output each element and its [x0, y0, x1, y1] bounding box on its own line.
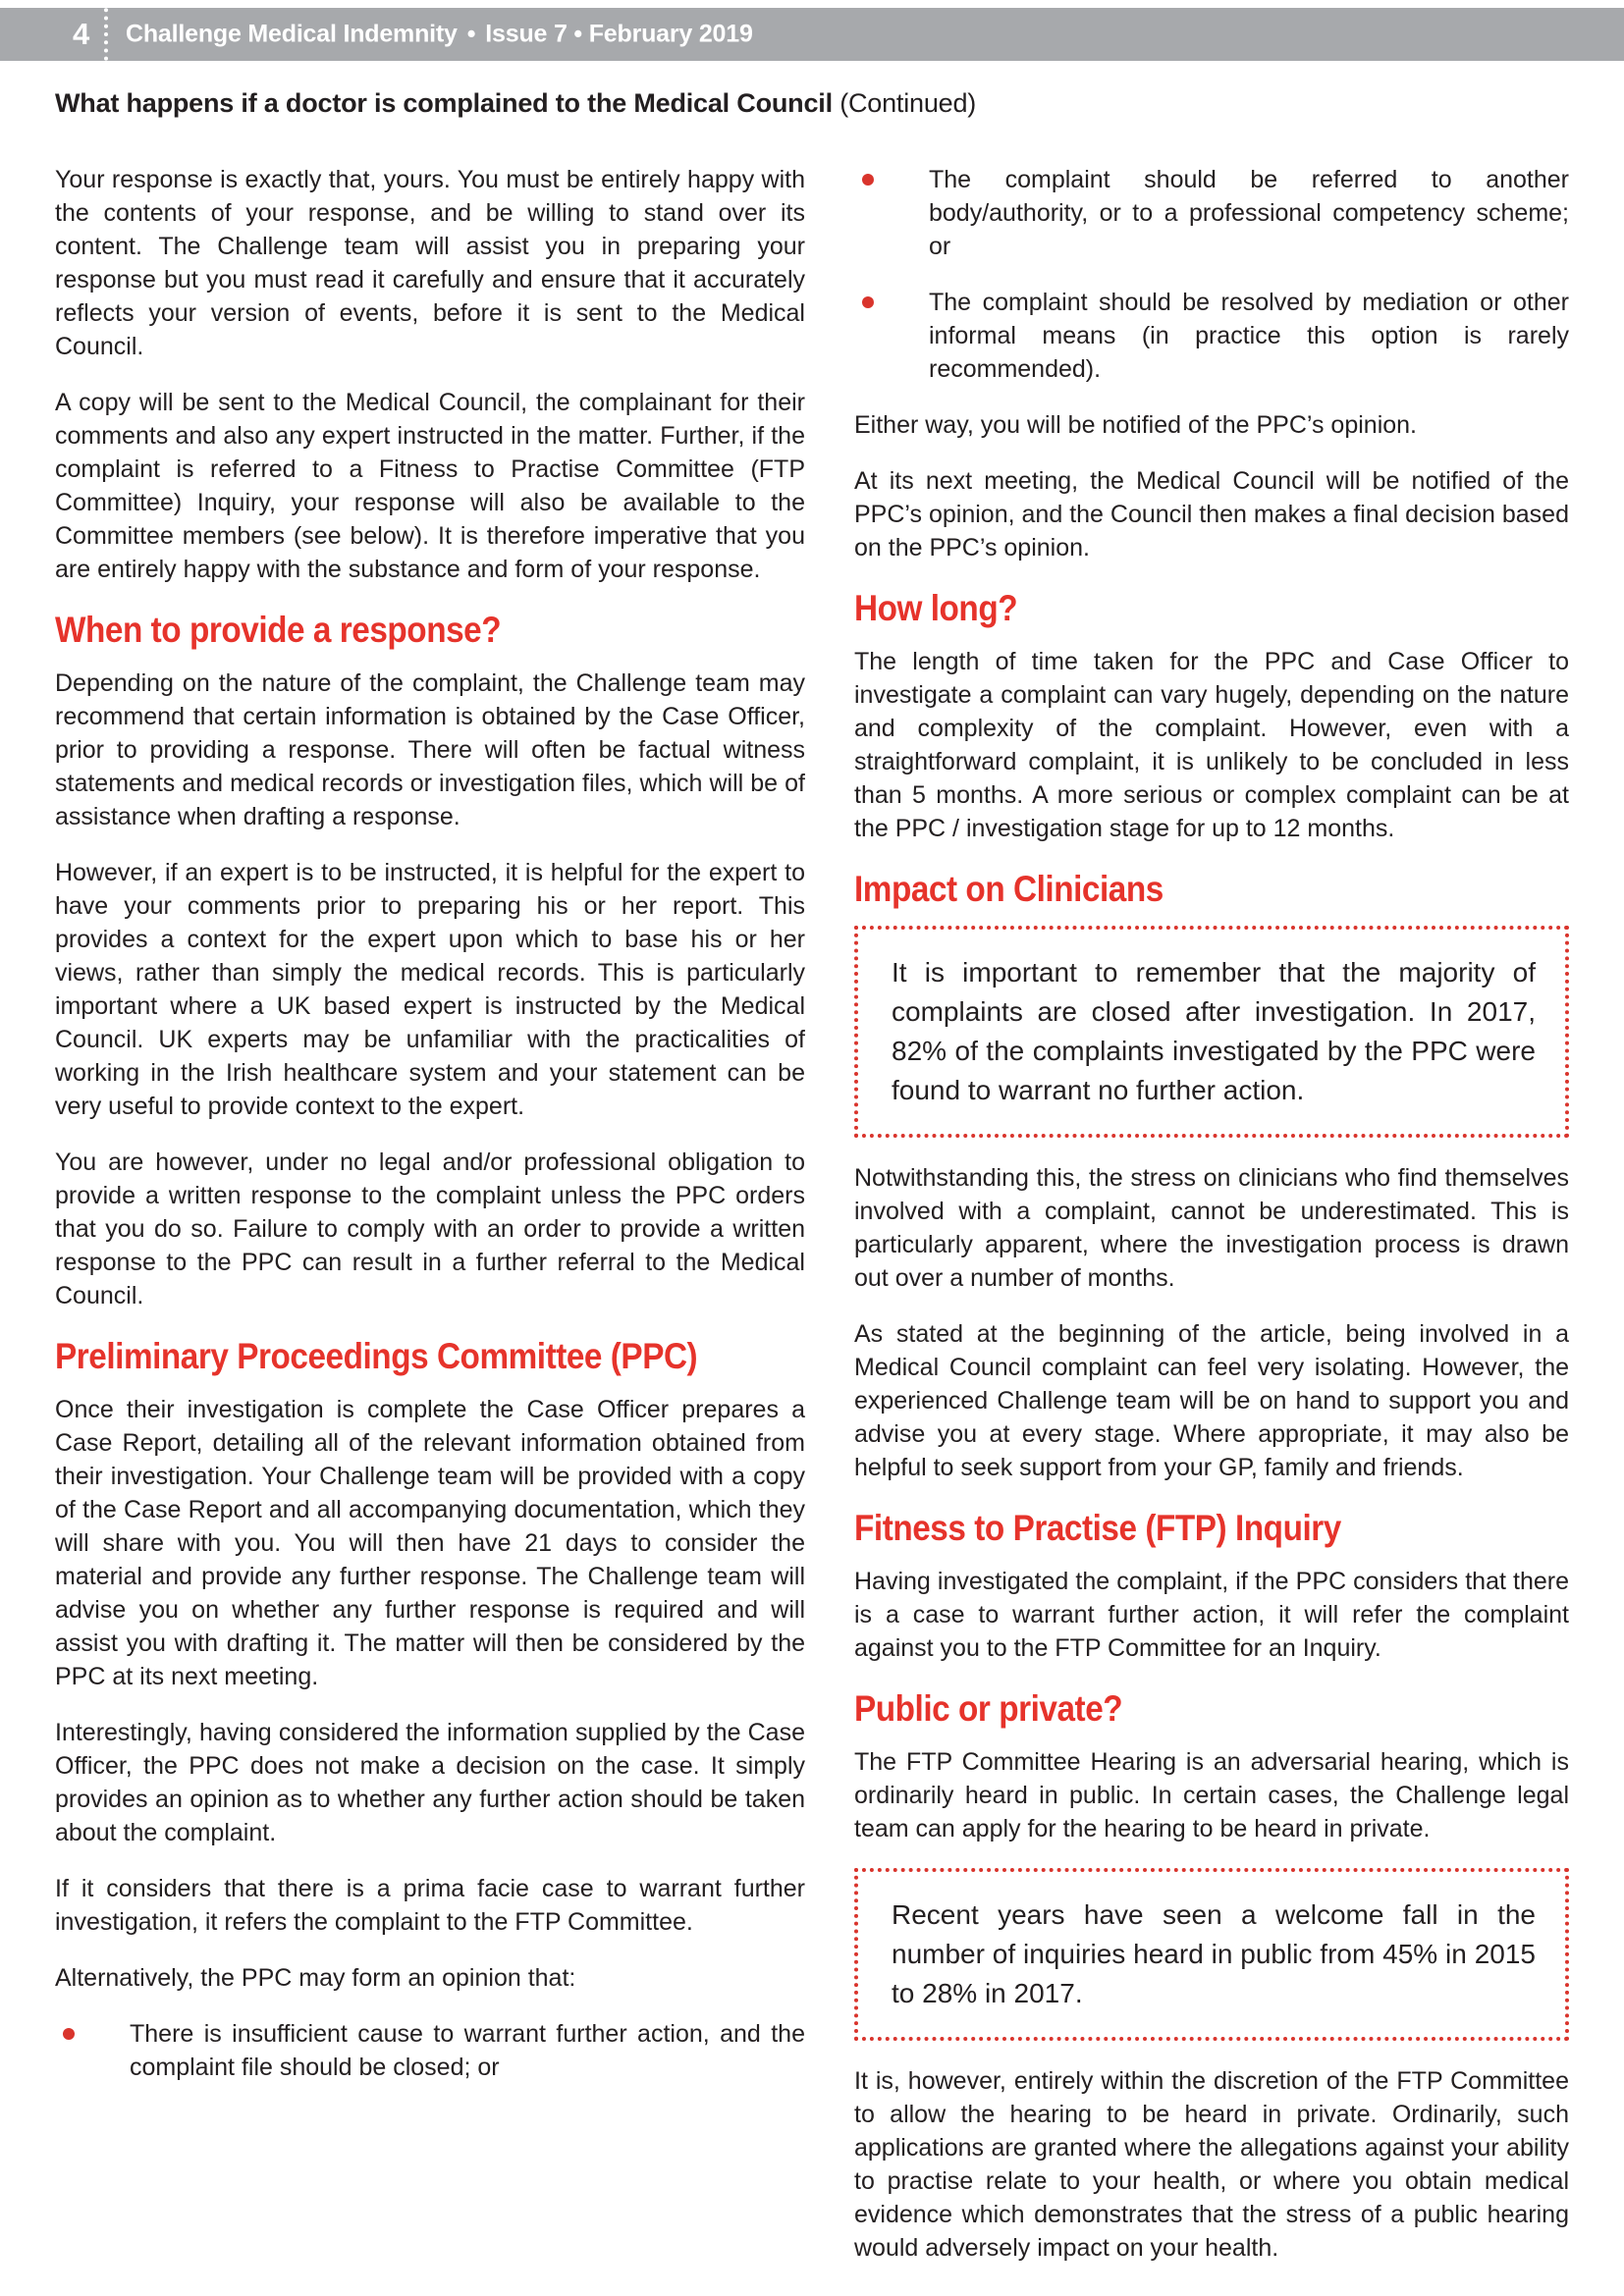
list-item: [854, 163, 1569, 263]
paragraph: The length of time taken for the PPC and Case Officer to investigate a complaint can vary hugely, depending on the nature and complexity of the complaint. However, even with a straightforward complaint, it is unlikely to be concluded in less than 5 months. A more serious or complex complaint can be at the PPC / investigation stage for up to 12 months.: [854, 648, 1569, 842]
callout-box-statistic: It is important to remember that the majority of complaints are closed after investigation. In 2017, 82% of the complaints investigated by the PPC were found to warrant no further action.: [854, 926, 1569, 1138]
list-item-text: The complaint should be referred to another body/authority, or to a professional competency scheme; or: [929, 166, 1569, 260]
paragraph: Notwithstanding this, the stress on clinicians who find themselves involved with a complaint, cannot be underestimated. This is particularly apparent, where the investigation process is drawn out over a number of months.: [854, 1164, 1569, 1292]
issue-info: Issue 7 • February 2019: [485, 20, 753, 48]
dot-separator-icon: •: [466, 20, 476, 48]
two-column-layout: [55, 163, 1569, 2287]
heading-fitness-to-practise-inquiry: Fitness to Practise (FTP) Inquiry: [854, 1508, 1341, 1548]
page-number: 4: [73, 17, 90, 51]
heading-preliminary-proceedings-committee: Preliminary Proceedings Committee (PPC): [55, 1336, 698, 1376]
paragraph: You are however, under no legal and/or professional obligation to provide a written response to the complaint unless the PPC orders that you do so. Failure to comply with an order to provide a written response to the PPC can result in a further referral to the Medical Council.: [55, 1148, 805, 1309]
list-item-text: There is insufficient cause to warrant further action, and the complaint file should be closed; or: [130, 2020, 805, 2081]
column-right: [854, 163, 1569, 2287]
bullet-icon: [862, 296, 874, 308]
publication-name: Challenge Medical Indemnity: [126, 20, 458, 48]
column-left: [55, 163, 805, 2287]
continued-label: (Continued): [839, 88, 977, 118]
list-item-text: The complaint should be resolved by mediation or other informal means (in practice this option is rarely recommended).: [929, 289, 1569, 383]
heading-how-long: How long?: [854, 588, 1018, 628]
bullet-icon: [63, 2028, 75, 2040]
heading-public-or-private: Public or private?: [854, 1688, 1123, 1729]
paragraph: Interestingly, having considered the information supplied by the Case Officer, the PPC does not make a decision on the case. It simply provides an opinion as to whether any further action should be taken about the complaint.: [55, 1719, 805, 1846]
list-item: [55, 2017, 805, 2084]
paragraph: At its next meeting, the Medical Council will be notified of the PPC’s opinion, and the Council then makes a final decision based on the PPC’s opinion.: [854, 467, 1569, 561]
bullet-icon: [862, 174, 874, 186]
callout-box-statistic: Recent years have seen a welcome fall in the number of inquiries heard in public from 45% in 2015 to 28% in 2017.: [854, 1868, 1569, 2041]
paragraph: If it considers that there is a prima facie case to warrant further investigation, it refers the complaint to the FTP Committee.: [55, 1875, 805, 1936]
paragraph: Alternatively, the PPC may form an opinion that:: [55, 1964, 576, 1992]
paragraph: As stated at the beginning of the article, being involved in a Medical Council complaint can feel very isolating. However, the experienced Challenge team will be on hand to support you and advise you at every stage. Where appropriate, it may also be helpful to seek support from your GP, family and friends.: [854, 1320, 1569, 1481]
paragraph: Either way, you will be notified of the PPC’s opinion.: [854, 411, 1417, 439]
paragraph: The FTP Committee Hearing is an adversarial hearing, which is ordinarily heard in public. In certain cases, the Challenge legal team can apply for the hearing to be heard in private.: [854, 1748, 1569, 1842]
dotted-divider-icon: [104, 0, 108, 69]
article-title-text: What happens if a doctor is complained to the Medical Council: [55, 88, 833, 118]
paragraph: Once their investigation is complete the Case Officer prepares a Case Report, detailing all of the relevant information obtained from their investigation. Your Challenge team will be provided with a copy of the Case Report and all accompanying documentation, which they will share with you. You will then have 21 days to consider the material and provide any further response. The Challenge team will advise you on whether any further response is required and will assist you with drafting it. The matter will then be considered by the PPC at its next meeting.: [55, 1396, 805, 1690]
paragraph: However, if an expert is to be instructed, it is helpful for the expert to have your comments prior to preparing his or her report. This provides a context for the expert upon which to base his or her views, rather than simply the medical records. This is particularly important where a UK based expert is instructed by the Medical Council. UK experts may be unfamiliar with the practicalities of working in the Irish healthcare system and your statement can be very useful to provide context to the expert.: [55, 859, 805, 1120]
header-bar: [0, 8, 1624, 61]
paragraph: Having investigated the complaint, if the PPC considers that there is a case to warrant further action, it will refer the complaint against you to the FTP Committee for an Inquiry.: [854, 1568, 1569, 1662]
paragraph: Depending on the nature of the complaint, the Challenge team may recommend that certain information is obtained by the Case Officer, prior to providing a response. There will often be factual witness statements and medical records or investigation files, which will be of assistance when drafting a response.: [55, 669, 805, 830]
heading-when-to-provide-a-response: When to provide a response?: [55, 610, 502, 650]
heading-impact-on-clinicians: Impact on Clinicians: [854, 869, 1164, 909]
list-item: [854, 286, 1569, 386]
paragraph: It is, however, entirely within the discretion of the FTP Committee to allow the hearing to be heard in private. Ordinarily, such applications are granted where the allegations against your ability to practise relate to your health, or where you obtain medical evidence which demonstrates that the stress of a public hearing would adversely impact on your health.: [854, 2067, 1569, 2262]
header-title: [126, 21, 753, 49]
article-title: [55, 88, 1569, 119]
paragraph: Your response is exactly that, yours. You must be entirely happy with the contents of your response, and be willing to stand over its content. The Challenge team will assist you in preparing your response but you must read it carefully and ensure that it accurately reflects your version of events, before it is sent to the Medical Council.: [55, 166, 805, 360]
paragraph: A copy will be sent to the Medical Council, the complainant for their comments and also any expert instructed in the matter. Further, if the complaint is referred to a Fitness to Practise Committee (FTP Committee) Inquiry, your response will also be available to the Committee members (see below). It is therefore imperative that you are entirely happy with the substance and form of your response.: [55, 389, 805, 583]
